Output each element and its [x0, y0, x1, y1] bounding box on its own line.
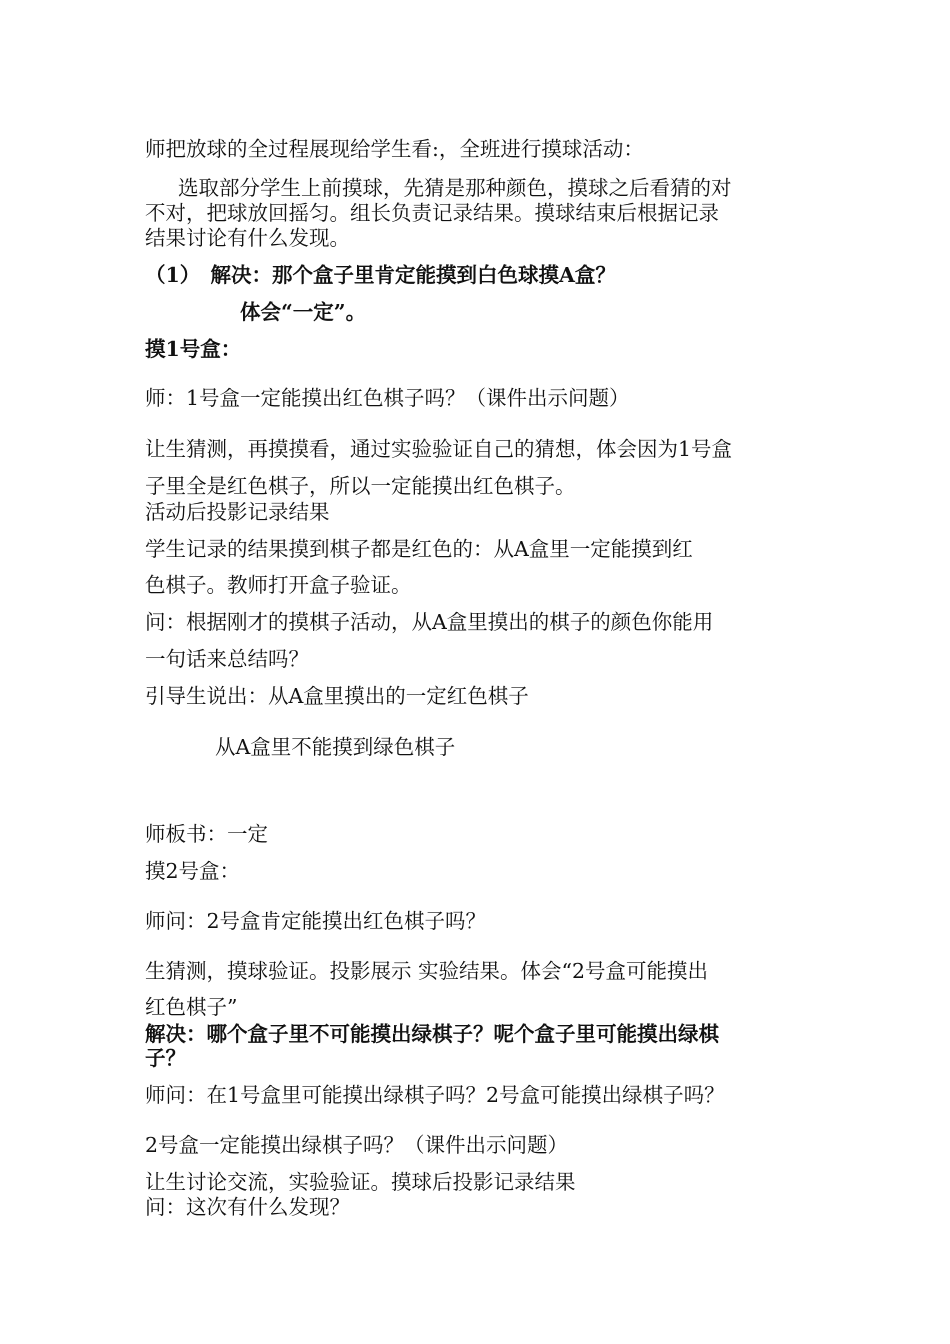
text-line: 师板书：一定	[145, 822, 268, 846]
text-line: 结果讨论有什么发现。	[145, 226, 350, 250]
text-line: 让生讨论交流，实验验证。摸球后投影记录结果	[145, 1170, 576, 1194]
text-line: 红色棋子”	[145, 995, 238, 1019]
text-line: 活动后投影记录结果	[145, 500, 330, 524]
text-line: 子里全是红色棋子，所以一定能摸出红色棋子。	[145, 474, 576, 498]
section-heading: 摸1号盒：	[145, 337, 242, 361]
section-heading: 解决：哪个盒子里不可能摸出绿棋子？呢个盒子里可能摸出绿棋	[145, 1022, 719, 1046]
text-line: 选取部分学生上前摸球，先猜是那种颜色，摸球之后看猜的对	[178, 176, 732, 200]
text-line: 色棋子。教师打开盒子验证。	[145, 573, 412, 597]
text-line: 学生记录的结果摸到棋子都是红色的：从A盒里一定能摸到红	[145, 537, 693, 561]
section-heading: 子？	[145, 1046, 186, 1070]
text-line: 师问：2号盒肯定能摸出红色棋子吗？	[145, 909, 487, 933]
text-line: 师问：在1号盒里可能摸出绿棋子吗？2号盒可能摸出绿棋子吗？	[145, 1083, 725, 1107]
text-line: 师把放球的全过程展现给学生看:，全班进行摸球活动：	[145, 137, 644, 161]
text-line: 问：这次有什么发现？	[145, 1195, 350, 1219]
text-line: 摸2号盒：	[145, 859, 241, 883]
text-line: 让生猜测，再摸摸看，通过实验验证自己的猜想，体会因为1号盒	[145, 437, 733, 461]
text-line: 不对，把球放回摇匀。组长负责记录结果。摸球结束后根据记录	[145, 201, 719, 225]
section-heading: （1） 解决：那个盒子里肯定能摸到白色球摸A盒？	[145, 263, 616, 287]
text-line: 生猜测，摸球验证。投影展示 实验结果。体会“2号盒可能摸出	[145, 959, 709, 983]
text-line: 从A盒里不能摸到绿色棋子	[215, 735, 456, 759]
text-line: 2号盒一定能摸出绿棋子吗？（课件出示问题）	[145, 1133, 569, 1157]
section-heading: 体会“一定”。	[240, 300, 367, 324]
text-line: 师：1号盒一定能摸出红色棋子吗？（课件出示问题）	[145, 386, 630, 410]
text-line: 问：根据刚才的摸棋子活动，从A盒里摸出的棋子的颜色你能用	[145, 610, 714, 634]
text-line: 引导生说出：从A盒里摸出的一定红色棋子	[145, 684, 529, 708]
text-line: 一句话来总结吗？	[145, 647, 309, 671]
